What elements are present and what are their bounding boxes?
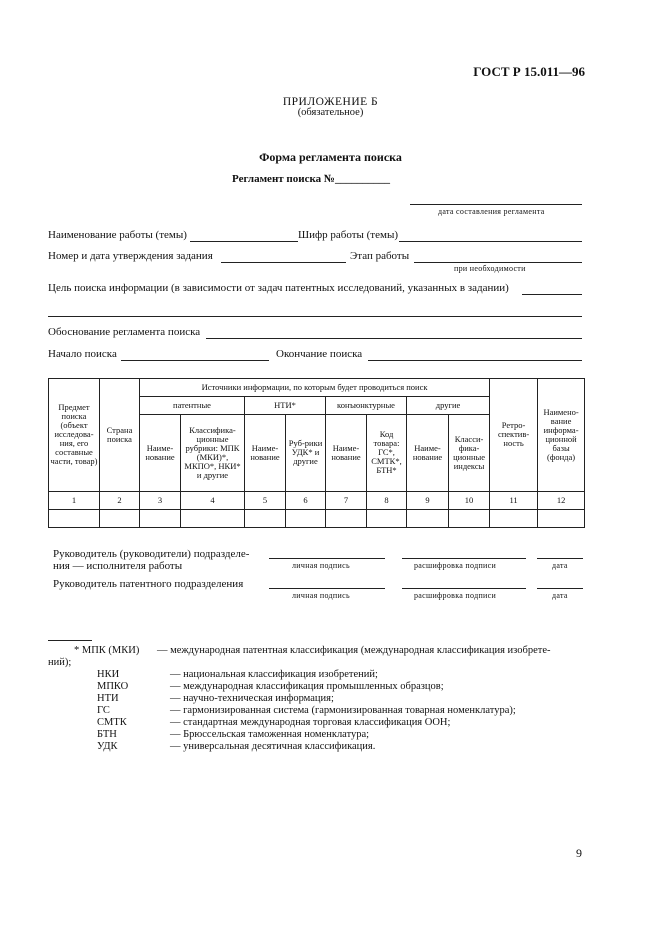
head-patent-signature-line[interactable]	[269, 588, 385, 589]
search-regulation-table	[48, 378, 585, 528]
footnote-intro-text: — международная патентная классификация (международная классификация изобрете-	[157, 645, 551, 656]
footnote-abbr: НКИ	[97, 669, 120, 680]
date-caption: дата составления регламента	[438, 207, 545, 216]
if-needed-caption: при необходимости	[454, 264, 526, 273]
table-row-empty	[49, 509, 585, 527]
search-goal-line[interactable]	[522, 294, 582, 295]
start-label: Начало поиска	[48, 348, 117, 360]
table-cell[interactable]	[490, 509, 538, 527]
footnote-text: — универсальная десятичная классификация.	[170, 741, 376, 752]
standard-code: ГОСТ Р 15.011—96	[473, 64, 585, 79]
table-cell[interactable]	[407, 509, 449, 527]
col-number: 7	[326, 491, 367, 509]
sub-nti-name: Наиме-нование	[245, 415, 286, 492]
work-stage-label: Этап работы	[350, 250, 410, 262]
col-number: 8	[367, 491, 407, 509]
head-unit-signature-caption: личная подпись	[292, 561, 350, 570]
work-code-line[interactable]	[399, 241, 582, 242]
col-number: 4	[181, 491, 245, 509]
head-unit-date-line[interactable]	[537, 558, 583, 559]
footnote-abbr: МПКО	[97, 681, 129, 692]
footnote-intro-marker: * МПК (МКИ)	[74, 645, 140, 656]
footnote-text: — национальная классификация изобретений;	[170, 669, 378, 680]
head-patent-date-line[interactable]	[537, 588, 583, 589]
col-number: 1	[49, 491, 100, 509]
col-number: 3	[140, 491, 181, 509]
col-number: 12	[538, 491, 585, 509]
head-unit-decoding-caption: расшифровка подписи	[414, 561, 497, 570]
sub-goods-code: Код товара: ГС*, СМТК*, БТН*	[367, 415, 407, 492]
group-nti: НТИ*	[245, 397, 326, 415]
col-country: Страна поиска	[100, 379, 140, 492]
sub-market-name: Наиме-нование	[326, 415, 367, 492]
table-cell[interactable]	[286, 509, 326, 527]
footnote-separator	[48, 640, 92, 641]
footnote-text: — гармонизированная система (гармонизированная товарная номенклатура);	[170, 705, 516, 716]
footnote-text: — научно-техническая информация;	[170, 693, 334, 704]
sub-other-name: Наиме-нование	[407, 415, 449, 492]
group-patent: патентные	[140, 397, 245, 415]
col-number: 2	[100, 491, 140, 509]
end-line[interactable]	[368, 360, 582, 361]
col-retro: Ретро-спектив-ность	[490, 379, 538, 492]
head-patent-decoding-line[interactable]	[402, 588, 526, 589]
work-name-label: Наименование работы (темы)	[48, 229, 187, 241]
head-unit-label: Руководитель (руководители) подразделе-ния — исполнителя работы	[53, 548, 250, 572]
appendix-status: (обязательное)	[297, 107, 364, 118]
sources-header: Источники информации, по которым будет проводиться поиск	[140, 379, 490, 397]
footnote-abbr: НТИ	[97, 693, 119, 704]
footnote-abbr: БТН	[97, 729, 117, 740]
sub-patent-name: Наиме-нование	[140, 415, 181, 492]
page-number: 9	[576, 846, 582, 860]
date-line	[410, 204, 582, 205]
table-cell[interactable]	[49, 509, 100, 527]
col-number: 10	[449, 491, 490, 509]
table-cell[interactable]	[449, 509, 490, 527]
head-unit-signature-line[interactable]	[269, 558, 385, 559]
footnote-text: — Брюссельская таможенная номенклатура;	[170, 729, 370, 740]
table-cell[interactable]	[181, 509, 245, 527]
footnote-abbr: ГС	[97, 705, 110, 716]
col-number: 5	[245, 491, 286, 509]
table-cell[interactable]	[326, 509, 367, 527]
table-cell[interactable]	[367, 509, 407, 527]
col-base: Наимено-вание информа-ционной базы (фонда)	[538, 379, 585, 492]
search-goal-line-2[interactable]	[48, 316, 582, 317]
sub-rubrics: Руб-рики УДК* и другие	[286, 415, 326, 492]
work-code-label: Шифр работы (темы)	[298, 229, 399, 241]
col-number: 11	[490, 491, 538, 509]
appendix-title: ПРИЛОЖЕНИЕ Б	[282, 96, 379, 108]
group-market: конъюнктурные	[326, 397, 407, 415]
col-subject: Предмет поиска (объект исследова-ния, его составные части, товар)	[49, 379, 100, 492]
footnote-text: — международная классификация промышленных образцов;	[170, 681, 444, 692]
group-other: другие	[407, 397, 490, 415]
justification-line[interactable]	[206, 338, 582, 339]
task-number-label: Номер и дата утверждения задания	[48, 250, 213, 262]
head-patent-signature-caption: личная подпись	[292, 591, 350, 600]
footnote-abbr: УДК	[97, 741, 118, 752]
sub-class-indexes: Класси-фика-ционные индексы	[449, 415, 490, 492]
justification-label: Обоснование регламента поиска	[48, 326, 201, 338]
head-unit-date-caption: дата	[552, 561, 568, 570]
table-cell[interactable]	[245, 509, 286, 527]
work-stage-line[interactable]	[414, 262, 582, 263]
table-cell[interactable]	[140, 509, 181, 527]
end-label: Окончание поиска	[276, 348, 363, 360]
sub-classification: Классифика-ционные рубрики: МПК (МКИ)*, МКПО*, НКИ* и другие	[181, 415, 245, 492]
head-patent-label: Руководитель патентного подразделения	[53, 578, 244, 590]
search-goal-label: Цель поиска информации (в зависимости от задач патентных исследований, указанных в задании)	[48, 282, 509, 294]
form-title: Форма регламента поиска	[259, 150, 402, 164]
form-subtitle: Регламент поиска №__________	[232, 173, 390, 185]
footnote-text: — стандартная международная торговая классификация ООН;	[170, 717, 451, 728]
table-cell[interactable]	[100, 509, 140, 527]
col-number: 9	[407, 491, 449, 509]
task-number-line[interactable]	[221, 262, 346, 263]
footnote-abbr: СМТК	[97, 717, 127, 728]
footnote-intro-cont: ний);	[48, 657, 72, 668]
head-patent-date-caption: дата	[552, 591, 568, 600]
col-number: 6	[286, 491, 326, 509]
head-unit-decoding-line[interactable]	[402, 558, 526, 559]
work-name-line[interactable]	[190, 241, 298, 242]
start-line[interactable]	[121, 360, 269, 361]
table-cell[interactable]	[538, 509, 585, 527]
head-patent-decoding-caption: расшифровка подписи	[414, 591, 497, 600]
